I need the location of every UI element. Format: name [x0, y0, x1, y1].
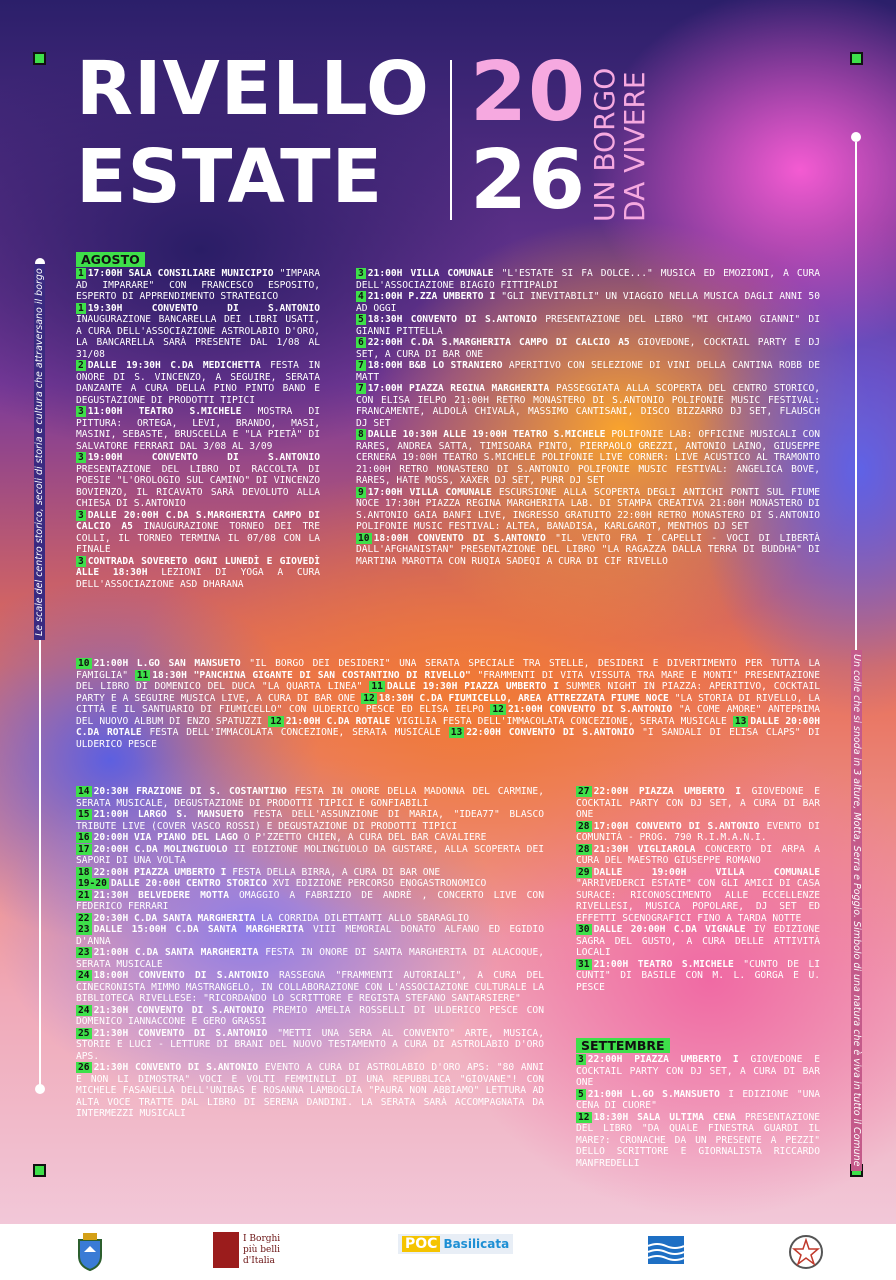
title-estate: ESTATE: [76, 134, 384, 220]
side-dot: [851, 132, 861, 142]
event-time-place: 21:30H CONVENTO DI S.ANTONIO: [93, 1004, 273, 1016]
event-item: [76, 809, 544, 832]
event-item: [356, 533, 820, 568]
event-description: PRESENTAZIONE DEL LIBRO "MI CHIAMO GIANNI" DI GIANNI PITTELLA: [356, 314, 820, 337]
event-item: [76, 924, 544, 947]
event-description: "LA STORIA DI RIVELLO, LA CITTÀ E IL SANTUARIO DI FIUMICELLO" CON ULDERICO PESCE ED ELISA IELPO: [76, 692, 820, 715]
event-day-badge: 11: [136, 669, 149, 681]
event-description: PASSEGGIATA ALLA SCOPERTA DEL CENTRO STORICO, CON ELISA IELPO 21:00H RETRO MONASTERO DI S.ANTONIO POLIFONIE MUSIC FESTIVAL: FRANCAMENTE, ALDOLÀ CHIVALÀ, MASSIMO CANTISANI, DISCO BIZZARRO DJ SET, FLAUSCH DJ SET: [356, 383, 820, 429]
event-description: "A COME AMORE" ANTEPRIMA DEL NUOVO ALBUM DI ENZO SPATUZZI: [76, 704, 820, 727]
event-time-place: 19:00H CONVENTO DI S.ANTONIO: [87, 452, 320, 463]
event-time-place: 21:00H P.ZZA UMBERTO I: [367, 291, 502, 302]
event-item: [356, 360, 820, 383]
event-day-badge: 17: [78, 843, 90, 855]
event-item: [356, 291, 820, 314]
poc-label: POC: [402, 1236, 440, 1252]
event-item: [576, 924, 820, 959]
event-item: [268, 716, 733, 727]
event-day-badge: 12: [492, 704, 504, 715]
event-day-badge: 15: [78, 809, 90, 820]
event-time-place: DALLE 19:30H C.DA MEDICHETTA: [87, 360, 271, 371]
event-time-place: 19:30H CONVENTO DI S.ANTONIO: [87, 302, 320, 314]
event-time-place: 22:00H C.DA S.MARGHERITA CAMPO DI CALCIO A5: [367, 337, 638, 348]
borghi-logo: [213, 1232, 283, 1268]
event-description: "ARRIVEDERCI ESTATE" CON GLI AMICI DI CASA SURACE: RICONOSCIMENTO ALLE ECCELLENZE RIVELLESI, MUSICA POPOLARE, DJ SET ED EFFETTI SCENOGRAFICI FINO A TARDA NOTTE: [576, 878, 820, 924]
event-day-badge: 29: [578, 866, 590, 878]
event-day-badge: 31: [578, 958, 590, 970]
year-top: 20: [470, 45, 587, 140]
event-day-badge: 10: [358, 532, 370, 544]
event-time-place: 21:00H C.DA SANTA MARGHERITA: [93, 947, 266, 958]
event-time-place: 18:00H CONVENTO DI S.ANTONIO: [373, 532, 556, 544]
event-time-place: DALLE 20:00H CENTRO STORICO: [110, 878, 273, 889]
event-item: [76, 844, 544, 867]
event-description: "GLI INEVITABILI" UN VIAGGIO NELLA MUSICA DAGLI ANNI 50 AD OGGI: [356, 291, 820, 314]
event-description: LEZIONI DI YOGA A CURA DELL'ASSOCIAZIONE ASD DHARANA: [76, 567, 320, 590]
event-description: RASSEGNA "FRAMMENTI AUTORIALI", A CURA DEL CINECRONISTA MIMMO MASTRANGELO, IN COLLABORAZIONE CON L'ASSOCIAZIONE CULTURALE LA BIBLIOTECA RIVELLESE: "RICORDANDO LO SCRITTORE E REGISTA STEFANO SANTARSIERE": [76, 970, 544, 1004]
event-description: PRESENTAZIONE DEL LIBRO DI RACCOLTA DI POESIE "L'OROLOGIO SUL CAMINO" DI VINCENZO BOVIENZO, IL RICAVATO SARÀ DEVOLUTO ALLA CHIESA DI S.ANTONIO: [76, 463, 320, 509]
event-item: [76, 786, 544, 809]
event-time-place: 21:00H VILLA COMUNALE: [367, 268, 502, 279]
event-day-badge: 1: [78, 268, 84, 279]
event-description: LA CORRIDA DILETTANTI ALLO SBARAGLIO: [261, 912, 470, 924]
municipality-crest-icon: [76, 1232, 104, 1276]
event-day-badge: 22: [78, 912, 90, 924]
event-time-place: 22:00H PIAZZA UMBERTO I: [587, 1054, 751, 1065]
event-time-place: 20:00H VIA PIANO DEL LAGO: [93, 832, 244, 843]
event-time-place: 21:30H CONVENTO DI S.ANTONIO: [93, 1027, 278, 1039]
event-description: CONCERTO DI ARPA A CURA DEL MAESTRO GIUSEPPE ROMANO: [576, 843, 821, 866]
year-bottom: 26: [470, 133, 587, 228]
event-time-place: 20:00H C.DA MOLINGIUOLO: [93, 843, 234, 855]
side-text-right: Un colle che si snoda in 3 alture, Motta, Serra e Poggio. Simbolo di una natura che è viva in tutto il Comune: [851, 650, 862, 1171]
event-day-badge: 24: [78, 970, 90, 981]
event-description: "IL VENTO FRA I CAPELLI - VOCI DI LIBERTÀ DALL'AFGHANISTAN" PRESENTAZIONE DEL LIBRO "LA RAGAZZA DALLA TERRA DI BUDDHA" DI MARTINA MAROTTA CON RUQIA SADEQI A CURA DI CIF RIVELLO: [356, 532, 820, 567]
event-description: FESTA IN ONORE DI SANTA MARGHERITA DI ALACOQUE, SERATA MUSICALE: [76, 947, 544, 970]
event-item: [76, 878, 544, 890]
event-time-place: DALLE 19:00H VILLA COMUNALE: [593, 866, 820, 878]
event-description: MOSTRA DI PITTURA: ORTEGA, LEVI, BRANDO, MASI, MASINI, SEBASTE, BRUSCELLA E "LA PIETÀ" DI SALVATORE FERRARI DAL 3/08 AL 3/09: [76, 406, 321, 452]
event-item: [356, 487, 820, 533]
event-day-badge: 9: [358, 486, 364, 498]
poc-region: Basilicata: [443, 1237, 510, 1251]
title-rivello: RIVELLO: [76, 46, 430, 132]
event-item: [76, 867, 544, 879]
event-description: OMAGGIO A FABRIZIO DE ANDRÈ , CONCERTO LIVE CON FEDERICO FERRARI: [76, 889, 544, 912]
event-description: FESTA IN ONORE DELLA MADONNA DEL CARMINE, SERATA MUSICALE, DEGUSTAZIONE DI PRODOTTI TIPICI E GONFIABILI: [76, 786, 544, 809]
event-description: POLIFONIE LAB: OFFICINE MUSICALI CON RARES, ANDREA SATTA, TIMISOARA PINTO, PIERPAOLO GREZZI, ANTONIO LAINO, GIUSEPPE CERNERA 19:00H TEATRO S.MICHELE POLIFONIE LIVE CORNER: LIVE ACUSTICO AL TRAMONTO 21:00H RETRO MONASTERO DI S.ANTONIO POLIFONIE MUSIC FESTIVAL: ANGELICA BOVE, RARES, HATE MOSS, XAXER DJ SET, PURR DJ SET: [356, 429, 820, 486]
event-item: [356, 268, 820, 291]
event-time-place: 22:00H CONVENTO DI S.ANTONIO: [466, 727, 643, 738]
event-day-badge: 28: [578, 820, 590, 832]
event-day-badge: 3: [78, 452, 84, 463]
events-wide-block: [76, 658, 820, 750]
event-description: FESTA IN ONORE DI S. VINCENZO, A SEGUIRE, SERATA DANZANTE A CURA DELLA PINO PINTO BAND E DEGUSTAZIONE DI PRODOTTI TIPICI: [76, 360, 320, 406]
event-description: ESCURSIONE ALLA SCOPERTA DEGLI ANTICHI PONTI SUL FIUME NOCE 17:30H PIAZZA REGINA MARGHERITA LAB. DI STAMPA CREATIVA 21:00H MONASTERO DI S.ANTONIO GAIA BANFI LIVE, INGRESSO GRATUITO 22:00H RETRO MONASTERO DI S.ANTONIO POLIFONIE MUSIC FESTIVAL: ALTEA, BANADISA, KARLGAROT, MENTHOS DJ SET: [356, 486, 820, 532]
event-day-badge: 7: [358, 383, 364, 394]
event-day-badge: 25: [78, 1027, 90, 1039]
event-description: "METTI UNA SERA AL CONVENTO" ARTE, MUSICA, STORIE E LUCI - LETTURE DI BRANI DEL NUOVO TESTAMENTO A CURA DI ASTROLABIO D'ORO APS.: [76, 1027, 544, 1062]
event-item: [76, 268, 320, 303]
event-description: FESTA DELLA BIRRA, A CURA DI BAR ONE: [232, 866, 441, 878]
event-day-badge: 12: [363, 692, 375, 704]
event-day-badge: 14: [78, 786, 90, 797]
event-time-place: 18:30H SALA ULTIMA CENA: [593, 1111, 745, 1123]
event-day-badge: 26: [78, 1062, 90, 1073]
event-time-place: CONTRADA SOVERETO OGNI LUNEDÌ E GIOVEDÌ ALLE 18:30H: [76, 555, 320, 578]
event-description: PREMIO AMELIA ROSSELLI DI ULDERICO PESCE CON DOMENICO IANNACCONE E GERO GRASSI: [76, 1004, 544, 1027]
event-day-badge: 18: [78, 866, 90, 878]
corner-marker: [33, 1164, 46, 1177]
event-day-badge: 16: [78, 832, 90, 843]
event-description: "I SANDALI DI ELISA CLAPS" DI ULDERICO PESCE: [76, 727, 820, 750]
event-day-badge: 7: [358, 360, 364, 371]
borghi-icon: [213, 1232, 239, 1268]
events-column-5: [576, 1054, 820, 1169]
event-item: [356, 314, 820, 337]
event-item: [356, 383, 820, 429]
event-item: [576, 1112, 820, 1170]
event-item: [576, 1054, 820, 1089]
event-description: INAUGURAZIONE BANCARELLA DEI LIBRI USATI, A CURA DELL'ASSOCIAZIONE ASTROLABIO D'ORO, LA BANCARELLA SARÀ PRESENTE DAL 1/08 AL 31/08: [76, 314, 320, 360]
event-item: [76, 510, 320, 556]
event-description: VIGILIA FESTA DELL'IMMACOLATA CONCEZIONE, SERATA MUSICALE: [396, 715, 733, 727]
event-day-badge: 3: [358, 268, 364, 279]
event-description: APERITIVO CON SELEZIONE DI VINI DELLA CANTINA ROBB DE MATT: [356, 360, 821, 383]
event-item: [356, 429, 820, 487]
side-text-left: Le scale del centro storico, secoli di storia e cultura che attraversano il borgo: [34, 264, 45, 640]
event-description: FESTA DELL'ASSUNZIONE DI MARIA, "IDEA77" BLASCO TRIBUTE LIVE (COVER VASCO ROSSI) E DEGUSTAZIONE DI PRODOTTI TIPICI: [76, 809, 544, 832]
event-time-place: DALLE 20:00H C.DA S.MARGHERITA CAMPO DI CALCIO A5: [76, 509, 320, 532]
event-item: [576, 786, 820, 821]
event-description: EVENTO A CURA DI ASTROLABIO D'ORO APS: "80 ANNI E NON LI DIMOSTRA" VOCI E VOLTI FEMMINILI DI UNA REPUBBLICA "GIOVANE"! CON MICHELE FASANELLA DELL'UNIBAS E ROSANNA LAMBOGLIA "PAURA NON ABBIAMO" LETTURA AD ALTA VOCE TRATTE DAL LIBRO DI SERENA DANDINI. LA SERATA SARÀ ACCOMPAGNATA DA INTERMEZZI MUSICALI: [76, 1062, 544, 1119]
event-item: [576, 1089, 820, 1112]
event-time-place: 21:30H VIGLIAROLA: [593, 843, 705, 855]
event-day-badge: 3: [578, 1054, 584, 1065]
events-column-2: [356, 268, 820, 567]
event-time-place: 21:00H CONVENTO DI S.ANTONIO: [507, 704, 679, 715]
event-description: SUMMER NIGHT IN PIAZZA: APERITIVO, COCKTAIL PARTY E A SEGUIRE MUSICA LIVE, A CURA DI BAR ONE: [76, 681, 820, 704]
event-day-badge: 6: [358, 337, 364, 348]
events-column-4: [576, 786, 820, 993]
side-dot: [35, 1084, 45, 1094]
event-day-badge: 3: [78, 555, 84, 567]
poc-basilicata-logo: [398, 1234, 513, 1254]
event-time-place: 17:00H CONVENTO DI S.ANTONIO: [593, 820, 767, 832]
event-description: "FRAMMENTI DI VITA VISSUTA TRA MARE E MONTI" PRESENTAZIONE DEL LIBRO DI DOMENICO DEL DUCA "LA QUARTA LINEA": [76, 669, 820, 692]
event-time-place: 21:00H L.GO S.MANSUETO: [587, 1088, 729, 1100]
event-item: [76, 556, 320, 591]
event-description: I EDIZIONE "UNA CENA DI CUORE": [576, 1088, 820, 1111]
event-day-badge: 12: [578, 1111, 590, 1123]
tagline: UN BORGO DA VIVERE: [588, 67, 651, 222]
event-description: XVI EDIZIONE PERCORSO ENOGASTRONOMICO: [272, 878, 487, 889]
event-description: FESTA DELL'IMMACOLATA CONCEZIONE, SERATA MUSICALE: [149, 727, 449, 738]
event-item: [76, 832, 544, 844]
event-day-badge: 24: [78, 1004, 90, 1016]
corner-marker: [850, 52, 863, 65]
title-divider: [450, 60, 452, 220]
event-description: GIOVEDONE E COCKTAIL PARTY CON DJ SET, A CURA DI BAR ONE: [576, 786, 820, 820]
events-column-3: [76, 786, 544, 1120]
event-day-badge: 27: [578, 786, 590, 797]
event-item: [76, 452, 320, 510]
event-time-place: DALLE 15:00H C.DA SANTA MARGHERITA: [93, 924, 313, 935]
event-day-badge: 2: [78, 360, 84, 371]
event-item: [76, 890, 544, 913]
event-time-place: 17:00H PIAZZA REGINA MARGHERITA: [367, 383, 556, 394]
event-day-badge: 30: [578, 924, 590, 935]
event-item: [576, 844, 820, 867]
event-time-place: 21:30H BELVEDERE MOTTA: [93, 889, 239, 901]
republic-emblem-icon: [788, 1232, 824, 1276]
event-day-badge: 23: [78, 924, 90, 935]
event-time-place: DALLE 20:00H C.DA ROTALE: [76, 715, 820, 738]
event-day-badge: 19-20: [78, 878, 107, 889]
event-day-badge: 5: [578, 1088, 584, 1100]
event-item: [576, 821, 820, 844]
event-day-badge: 11: [371, 681, 383, 692]
event-time-place: 18:30H C.DA FIUMICELLO, AREA ATTREZZATA FIUME NOCE: [378, 692, 675, 704]
events-column-1: [76, 268, 320, 590]
event-description: "IMPARA AD IMPARARE" CON FRANCESCO ESPOSITO, ESPERTO DI APPRENDIMENTO STRATEGICO: [76, 268, 320, 302]
event-description: "L'ESTATE SI FA DOLCE..." MUSICA ED EMOZIONI, A CURA DELL'ASSOCIAZIONE BIAGIO FITTIPALDI: [356, 268, 820, 291]
event-item: [356, 337, 820, 360]
event-time-place: 17:00H SALA CONSILIARE MUNICIPIO: [87, 268, 280, 279]
event-day-badge: 10: [78, 658, 90, 669]
event-description: GIOVEDONE, COCKTAIL PARTY E DJ SET, A CURA DI BAR ONE: [356, 337, 820, 360]
event-description: PRESENTAZIONE DEL LIBRO "DA QUALE FINESTRA GUARDI IL MARE?: CRONACHE DA UN PRESENTE A PEZZI" DELLO SCRITTORE E GIORNALISTA RICCARDO MANFREDELLI: [576, 1111, 820, 1169]
event-time-place: 21:00H LARGO S. MANSUETO: [93, 809, 254, 820]
event-description: O P'ZZETTO CHIEN, A CURA DEL BAR CAVALIERE: [243, 832, 487, 843]
event-description: IV EDIZIONE SAGRA DEL GUSTO, A CURA DELLE ATTIVITÀ LOCALI: [576, 924, 820, 958]
event-description: II EDIZIONE MOLINGIUOLO DA GUSTARE, ALLA SCOPERTA DEI SAPORI DI UNA VOLTA: [76, 843, 545, 866]
event-item: [76, 360, 320, 406]
event-item: [76, 1062, 544, 1120]
event-time-place: 18:30H "PANCHINA GIGANTE DI SAN COSTANTINO DI RIVELLO": [152, 669, 478, 681]
borghi-text: I Borghi più belli d'Italia: [243, 1233, 281, 1266]
event-day-badge: 1: [78, 302, 84, 314]
event-item: [76, 1005, 544, 1028]
event-item: [76, 913, 544, 925]
event-day-badge: 5: [358, 314, 364, 325]
event-day-badge: 23: [78, 947, 90, 958]
event-description: GIOVEDONE E COCKTAIL PARTY CON DJ SET, A CURA DI BAR ONE: [576, 1054, 820, 1088]
month-label-agosto: AGOSTO: [76, 252, 145, 267]
event-time-place: 21:00H L.GO SAN MANSUETO: [93, 658, 250, 669]
event-day-badge: 28: [578, 843, 590, 855]
event-time-place: DALLE 10:30H ALLE 19:00H TEATRO S.MICHELE: [367, 429, 612, 440]
event-description: "CUNTO DE LI CUNTI" DI BASILE CON M. L. GORGA E U. PESCE: [576, 958, 821, 993]
event-time-place: 20:30H C.DA SANTA MARGHERITA: [93, 912, 262, 924]
event-description: INAUGURAZIONE TORNEO DEI TRE COLLI, IL TORNEO TERMINA IL 07/08 CON LA FINALE: [76, 521, 320, 555]
event-time-place: 20:30H FRAZIONE DI S. COSTANTINO: [93, 786, 295, 797]
corner-marker: [33, 52, 46, 65]
event-time-place: 18:30H CONVENTO DI S.ANTONIO: [367, 314, 546, 325]
event-day-badge: 21: [78, 889, 90, 901]
event-day-badge: 8: [358, 429, 364, 440]
event-description: VIII MEMORIAL DONATO ALFANO ED EGIDIO D'ANNA: [76, 924, 544, 947]
event-day-badge: 13: [734, 715, 747, 727]
event-time-place: 21:00H C.DA ROTALE: [285, 715, 397, 727]
month-label-settembre: SETTEMBRE: [576, 1038, 670, 1053]
event-time-place: 18:00H CONVENTO DI S.ANTONIO: [93, 970, 279, 981]
event-item: [76, 303, 320, 361]
event-day-badge: 12: [270, 715, 282, 727]
event-item: [76, 970, 544, 1005]
event-description: "IL BORGO DEI DESIDERI" UNA SERATA SPECIALE TRA STELLE, DESIDERI E DIVERTIMENTO PER TUTTA LA FAMIGLIA": [76, 658, 820, 681]
region-flag-icon: [648, 1236, 684, 1268]
event-description: EVENTO DI COMUNITÀ - PROG. 790 R.I.M.A.N.I.: [576, 820, 820, 843]
event-time-place: 11:00H TEATRO S.MICHELE: [87, 406, 258, 417]
event-time-place: DALLE 19:30H PIAZZA UMBERTO I: [386, 681, 566, 692]
event-item: [576, 867, 820, 925]
event-time-place: DALLE 20:00H C.DA VIGNALE: [593, 924, 754, 935]
event-time-place: 22:00H PIAZZA UMBERTO I: [93, 866, 233, 878]
event-item: [76, 406, 320, 452]
event-day-badge: 4: [358, 291, 364, 302]
event-time-place: 21:00H TEATRO S.MICHELE: [593, 958, 744, 970]
event-item: [76, 947, 544, 970]
event-item: [76, 1028, 544, 1063]
event-time-place: 17:00H VILLA COMUNALE: [367, 486, 499, 498]
event-day-badge: 13: [450, 727, 463, 738]
event-item: [576, 959, 820, 994]
event-time-place: 18:00H B&B LO STRANIERO: [367, 360, 509, 371]
event-day-badge: 3: [78, 406, 84, 417]
event-day-badge: 3: [78, 509, 84, 521]
event-time-place: 22:00H PIAZZA UMBERTO I: [593, 786, 752, 797]
event-time-place: 21:30H CONVENTO DI S.ANTONIO: [93, 1062, 265, 1073]
